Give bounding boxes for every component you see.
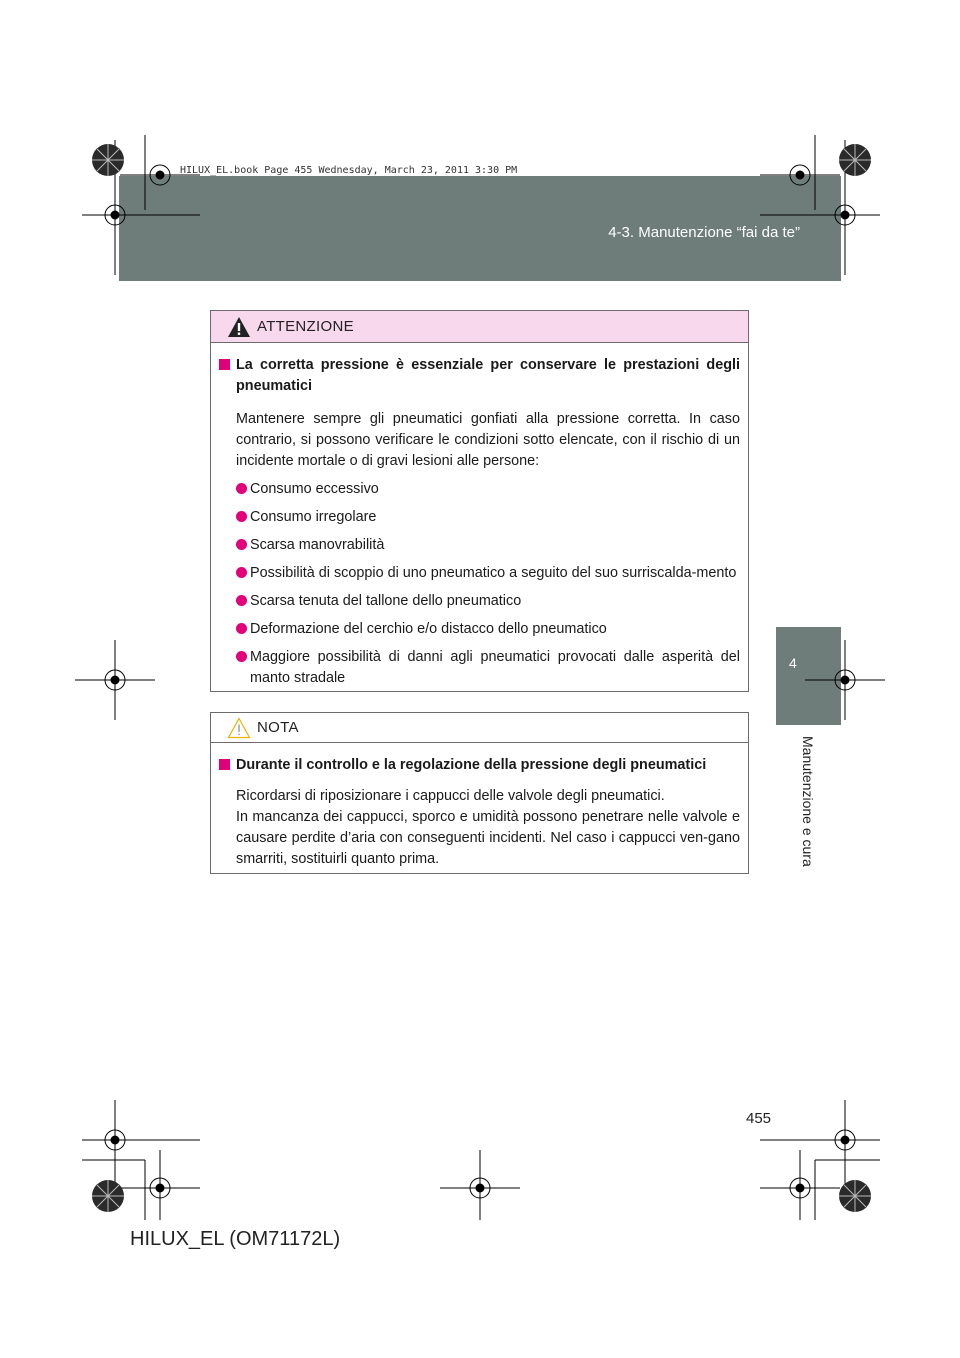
notice-label: NOTA [257, 719, 299, 736]
list-item: Possibilità di scoppio di uno pneumatico a seguito del suo surriscalda-mento [219, 563, 740, 584]
notice-box [210, 712, 749, 874]
list-item: Consumo irregolare [219, 507, 740, 528]
circle-bullet-icon [236, 595, 247, 606]
list-item: Scarsa tenuta del tallone dello pneumatico [219, 591, 740, 612]
warning-heading: La corretta pressione è essenziale per conservare le prestazioni degli pneumatici [219, 355, 740, 397]
square-bullet-icon [219, 759, 230, 770]
circle-bullet-icon [236, 651, 247, 662]
list-item: Consumo eccessivo [219, 479, 740, 500]
warning-box [210, 310, 749, 692]
circle-bullet-icon [236, 567, 247, 578]
notice-line-1: Ricordarsi di riposizionare i cappucci delle valvole degli pneumatici. [236, 788, 665, 804]
warning-intro: Mantenere sempre gli pneumatici gonfiati alla pressione corretta. In caso contrario, si possono verificare le condizioni sotto elencate, con il rischio di un incidente mortale o di gravi lesioni alle persone: [236, 411, 740, 469]
warning-label: ATTENZIONE [257, 318, 354, 335]
notice-heading: Durante il controllo e la regolazione della pressione degli pneumatici [219, 755, 740, 776]
circle-bullet-icon [236, 623, 247, 634]
warning-header [211, 311, 748, 343]
book-stamp: HILUX_EL.book Page 455 Wednesday, March 23, 2011 3:30 PM [180, 165, 518, 176]
circle-bullet-icon [236, 539, 247, 550]
circle-bullet-icon [236, 511, 247, 522]
chapter-label: Manutenzione e cura [800, 736, 816, 867]
list-item: Maggiore possibilità di danni agli pneumatici provocati dalle asperità del manto stradale [219, 647, 740, 689]
warning-triangle-icon [227, 316, 251, 338]
document-code: HILUX_EL (OM71172L) [130, 1228, 341, 1250]
section-title: 4-3. Manutenzione “fai da te” [608, 224, 800, 241]
list-item: Deformazione del cerchio e/o distacco dello pneumatico [219, 619, 740, 640]
caution-outline-icon [227, 717, 251, 739]
notice-line-2: In mancanza dei cappucci, sporco e umidità possono penetrare nelle valvole e causare perdite d’aria con conseguenti incidenti. Nel caso i cappucci ven-gano smarriti, sostituirli quanto prima. [236, 809, 740, 867]
notice-header [211, 713, 748, 743]
circle-bullet-icon [236, 483, 247, 494]
page-number: 455 [746, 1110, 772, 1127]
list-item: Scarsa manovrabilità [219, 535, 740, 556]
square-bullet-icon [219, 359, 230, 370]
chapter-number: 4 [789, 655, 797, 671]
notice-text [219, 786, 740, 870]
